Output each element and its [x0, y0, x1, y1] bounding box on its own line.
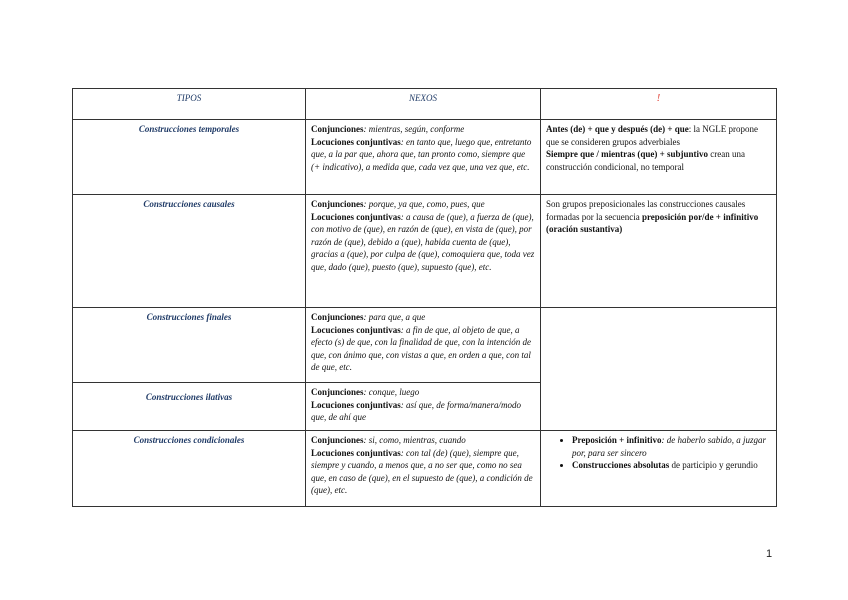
bullet-bold: Construcciones absolutas: [572, 460, 670, 471]
loc-text: : en tanto que, luego que, entretanto que, a la par que, ahora que, tan pronto como, siempre que (+ indicativo), a medida que, cada vez que, una vez que, etc.: [311, 136, 532, 172]
obs-text: Son grupos preposicionales las construcciones causales formadas por la secuencia: [546, 199, 746, 222]
conj-text: : conque, luego: [363, 387, 420, 397]
nexos-cell: [306, 120, 541, 195]
header-exclamation: !: [541, 89, 777, 120]
tipo-cell: Construcciones causales: [73, 195, 306, 308]
tipo-cell: Construcciones condicionales: [73, 431, 306, 507]
loc-text: : así que, de forma/manera/modo que, de ahí que: [311, 399, 522, 423]
conj-label: Conjunciones: [311, 124, 364, 134]
empty-cell: [541, 308, 777, 431]
obs-text: crean una construcción condicional, no temporal: [546, 149, 745, 172]
conj-label: Conjunciones: [311, 435, 364, 445]
conj-text: : si, como, mientras, cuando: [363, 435, 466, 445]
page-number: 1: [766, 548, 773, 560]
bullet-bold: Preposición + infinitivo: [572, 435, 662, 445]
table-row: [73, 195, 777, 308]
obs-cell: [541, 431, 777, 507]
loc-label: Locuciones conjuntivas: [311, 447, 401, 458]
bullet-text: de participio y gerundio: [669, 460, 758, 471]
loc-label: Locuciones conjuntivas: [311, 211, 401, 222]
tipo-cell: Construcciones ilativas: [73, 383, 306, 431]
obs-bold: Siempre que / mientras (que) + subjuntivo: [546, 149, 708, 160]
obs-cell: [541, 120, 777, 195]
conj-text: : mientras, según, conforme: [363, 124, 465, 134]
conj-label: Conjunciones: [311, 312, 364, 322]
conj-text: : para que, a que: [363, 312, 426, 322]
obs-cell: [541, 195, 777, 308]
table-row: [73, 431, 777, 507]
loc-label: Locuciones conjuntivas: [311, 399, 401, 410]
obs-bold: preposición por/de + infinitivo (oración sustantiva): [546, 211, 759, 235]
nexos-cell: [306, 383, 541, 431]
bullet-text: : de haberlo sabido, a juzgar por, para ser sincero: [572, 435, 766, 458]
loc-label: Locuciones conjuntivas: [311, 136, 401, 147]
conj-label: Conjunciones: [311, 387, 364, 397]
header-nexos: NEXOS: [306, 89, 541, 120]
conj-label: Conjunciones: [311, 199, 364, 209]
loc-text: : a causa de (que), a fuerza de (que), con motivo de (que), en razón de (que), en vista de (que), por razón de (que), debido a (que), habida cuenta de (que), gracias a (que), por culpa de (que), comoquiera que, toda vez que, dado (que), puesto (que), supuesto (que), etc.: [311, 211, 535, 272]
obs-text: : la NGLE propone que se consideren grupos adverbiales: [546, 124, 758, 147]
loc-text: : a fin de que, al objeto de que, a efecto (s) de que, con la finalidad de que, con la intención de que, con ánimo que, con vistas a que, en orden a que, con tal de que, etc.: [311, 324, 531, 373]
nexos-cell: [306, 308, 541, 383]
conj-text: : porque, ya que, como, pues, que: [363, 199, 485, 209]
header-tipos: TIPOS: [73, 89, 306, 120]
obs-bold: Antes (de) + que y después (de) + que: [546, 124, 689, 134]
nexos-cell: [306, 431, 541, 507]
tipo-cell: Construcciones temporales: [73, 120, 306, 195]
table-row: [73, 120, 777, 195]
table-row: [73, 308, 777, 383]
loc-label: Locuciones conjuntivas: [311, 324, 401, 335]
list-item: [572, 459, 771, 472]
nexos-table: [72, 88, 777, 507]
nexos-cell: [306, 195, 541, 308]
tipo-cell: Construcciones finales: [73, 308, 306, 383]
list-item: [572, 434, 771, 459]
header-row: [73, 89, 777, 120]
bullet-list: [546, 434, 771, 472]
loc-text: : con tal (de) (que), siempre que, siempre y cuando, a menos que, a no ser que, como no sea que, en caso de (que), en el supuesto de (que), a condición de (que), etc.: [311, 447, 533, 496]
